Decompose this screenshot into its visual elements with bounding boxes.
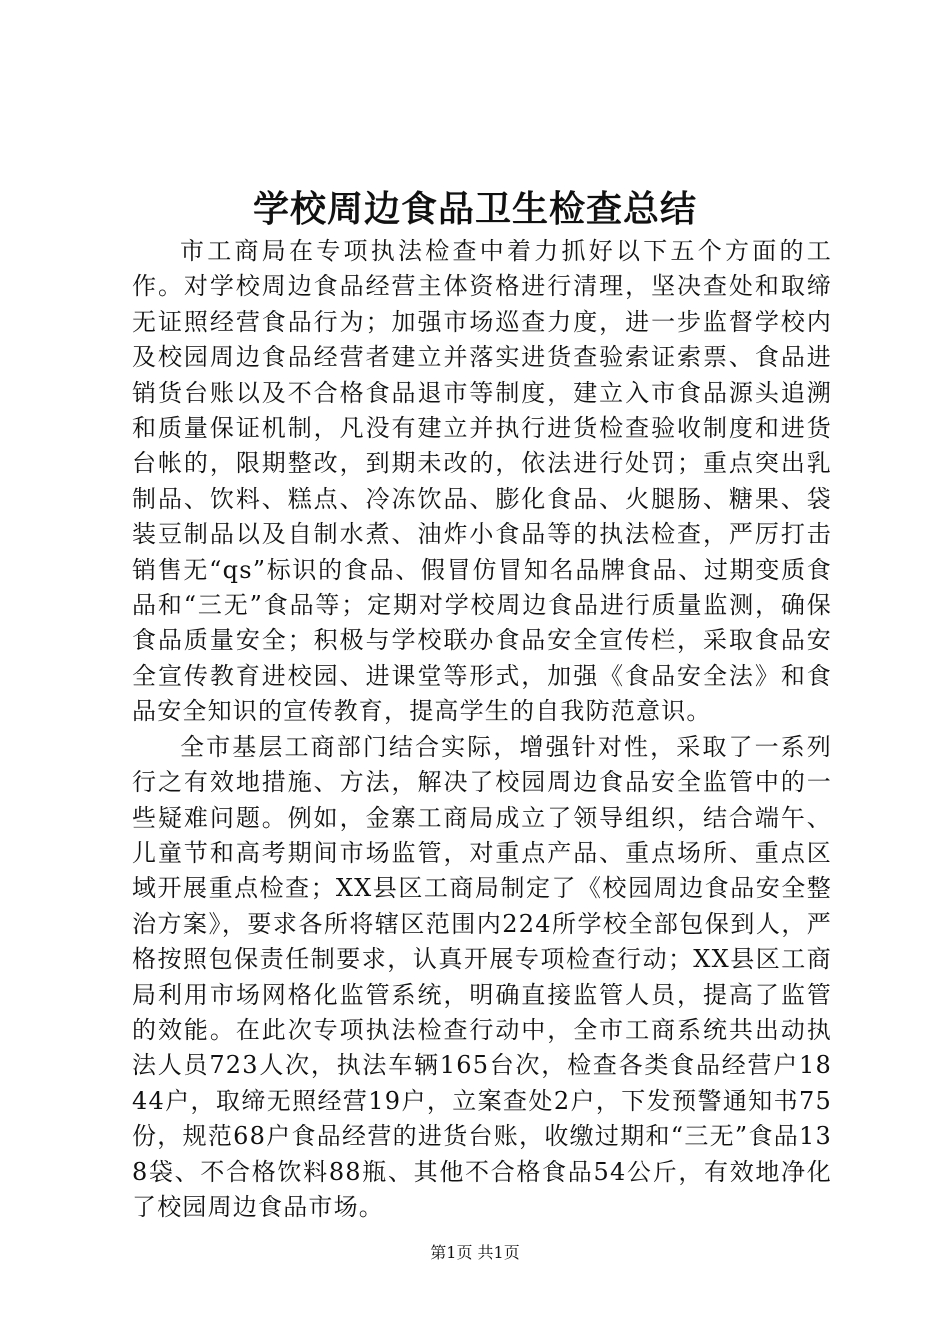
paragraph-2: 全市基层工商部门结合实际，增强针对性，采取了一系列行之有效地措施、方法，解决了校园周边食品安全监管中的一些疑难问题。例如，金寨工商局成立了领导组织，结合端午、儿童节和高考期间市场监管，对重点产品、重点场所、重点区域开展重点检查；XX县区工商局制定了《校园周边食品安全整治方案》，要求各所将辖区范围内224所学校全部包保到人，严格按照包保责任制要求，认真开展专项检查行动；XX县区工商局利用市场网格化监管系统，明确直接监管人员，提高了监管的效能。在此次专项执法检查行动中，全市工商系统共出动执法人员723人次，执法车辆165台次，检查各类食品经营户1844户，取缔无照经营19户，立案查处2户，下发预警通知书75份，规范68户食品经营的进货台账，收缴过期和“三无”食品138袋、不合格饮料88瓶、其他不合格食品54公斤，有效地净化了校园周边食品市场。 [132,732,832,1221]
page-footer: 第1页 共1页 [430,1243,520,1262]
document-body [132,234,832,1225]
paragraph-1: 市工商局在专项执法检查中着力抓好以下五个方面的工作。对学校周边食品经营主体资格进行清理，坚决查处和取缔无证照经营食品行为；加强市场巡查力度，进一步监督学校内及校园周边食品经营者建立并落实进货查验索证索票、食品进销货台账以及不合格食品退市等制度，建立入市食品源头追溯和质量保证机制，凡没有建立并执行进货检查验收制度和进货台帐的，限期整改，到期未改的，依法进行处罚；重点突出乳制品、饮料、糕点、冷冻饮品、膨化食品、火腿肠、糖果、袋装豆制品以及自制水煮、油炸小食品等的执法检查，严厉打击销售无“qs”标识的食品、假冒仿冒知名品牌食品、过期变质食品和“三无”食品等；定期对学校周边食品进行质量监测，确保食品质量安全；积极与学校联办食品安全宣传栏，采取食品安全宣传教育进校园、进课堂等形式，加强《食品安全法》和食品安全知识的宣传教育，提高学生的自我防范意识。 [132,237,832,726]
document-title: 学校周边食品卫生检查总结 [252,188,697,230]
